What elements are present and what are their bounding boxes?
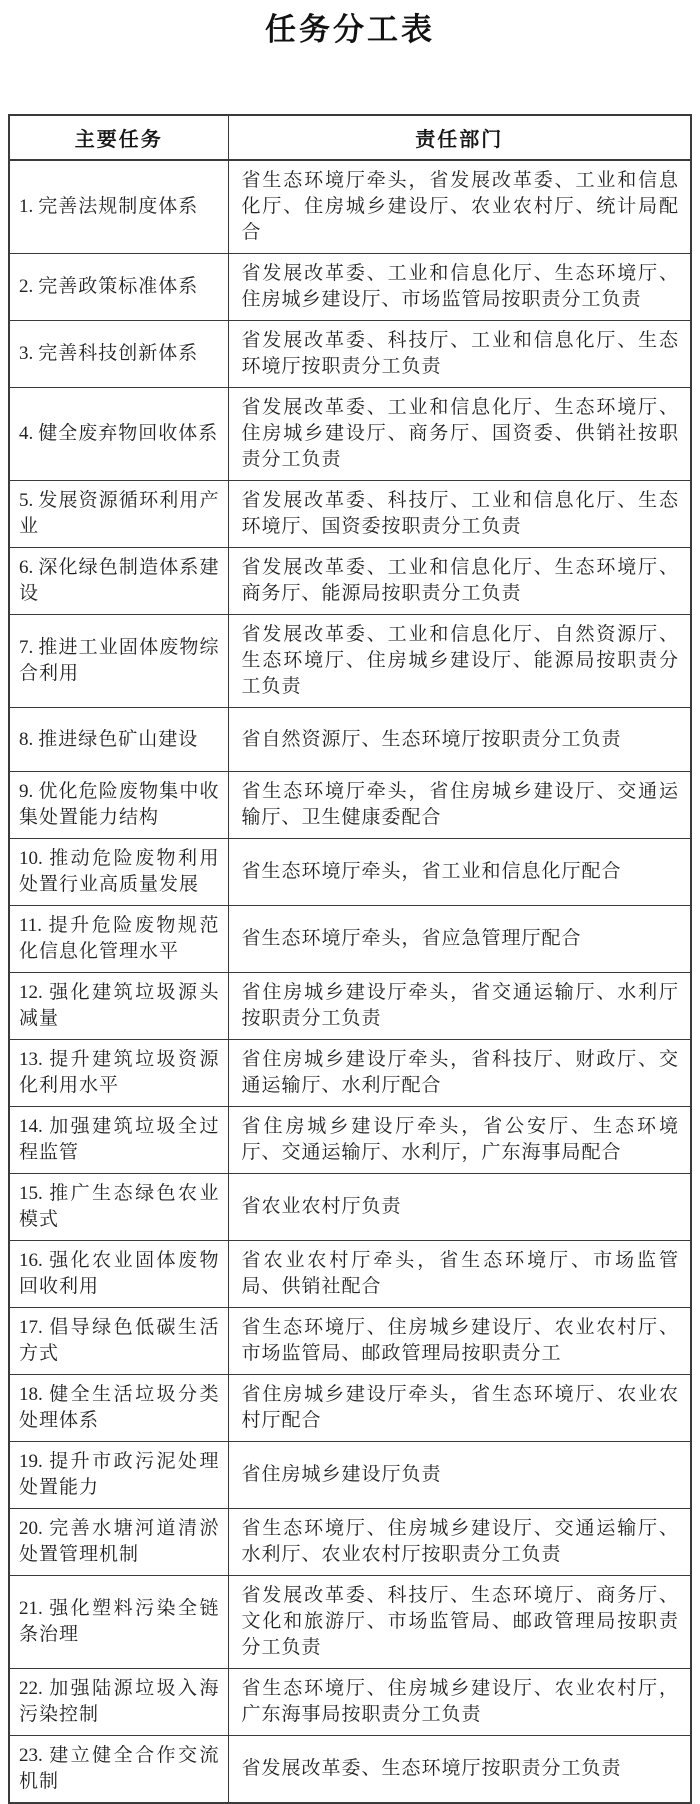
- task-number: 20.: [19, 1518, 43, 1539]
- task-label: 提升建筑垃圾资源化利用水平: [19, 1049, 220, 1096]
- dept-cell: [228, 481, 691, 548]
- dept-cell: [228, 973, 691, 1040]
- task-number: 5.: [19, 490, 34, 511]
- dept-cell: [228, 772, 691, 839]
- dept-cell: [228, 160, 691, 254]
- header-row: [9, 115, 691, 160]
- task-cell: [9, 388, 228, 481]
- dept-cell: [228, 1308, 691, 1375]
- dept-cell: [228, 321, 691, 388]
- table-row: [9, 254, 691, 321]
- task-cell: [9, 839, 228, 906]
- dept-text: 省农业农村厅牵头，省生态环境厅、市场监管局、供销社配合: [241, 1250, 679, 1297]
- task-label: 健全废弃物回收体系: [38, 423, 219, 444]
- dept-cell: [228, 254, 691, 321]
- dept-cell: [228, 1241, 691, 1308]
- dept-text: 省住房城乡建设厅牵头，省公安厅、生态环境厅、交通运输厅、水利厅，广东海事局配合: [241, 1116, 679, 1163]
- task-label: 完善政策标准体系: [38, 276, 199, 297]
- task-label: 倡导绿色低碳生活方式: [19, 1317, 220, 1364]
- table-row: [9, 1442, 691, 1509]
- task-number: 9.: [19, 781, 34, 802]
- task-label: 完善科技创新体系: [38, 343, 199, 364]
- dept-cell: [228, 1442, 691, 1509]
- task-number: 18.: [19, 1384, 43, 1405]
- table-row: [9, 1736, 691, 1804]
- task-label: 完善法规制度体系: [38, 196, 199, 217]
- dept-text: 省生态环境厅牵头，省应急管理厅配合: [241, 928, 582, 949]
- table-row: [9, 321, 691, 388]
- table-header: [9, 115, 691, 160]
- dept-cell: [228, 1509, 691, 1576]
- table-row: [9, 388, 691, 481]
- page-title: 任务分工表: [265, 12, 435, 47]
- dept-text: 省农业农村厅负责: [241, 1196, 402, 1217]
- task-cell: [9, 1040, 228, 1107]
- task-cell: [9, 321, 228, 388]
- dept-cell: [228, 388, 691, 481]
- dept-cell: [228, 1669, 691, 1736]
- task-number: 22.: [19, 1678, 43, 1699]
- task-label: 加强陆源垃圾入海污染控制: [19, 1678, 220, 1725]
- dept-text: 省发展改革委、科技厅、生态环境厅、商务厅、文化和旅游厅、市场监管局、邮政管理局按职责分工负责: [241, 1585, 679, 1658]
- task-number: 23.: [19, 1745, 43, 1766]
- dept-text: 省发展改革委、科技厅、工业和信息化厅、生态环境厅按职责分工负责: [241, 330, 679, 377]
- task-cell: [9, 906, 228, 973]
- table-row: [9, 1107, 691, 1174]
- task-cell: [9, 1576, 228, 1669]
- dept-cell: [228, 1375, 691, 1442]
- task-label: 强化农业固体废物回收利用: [19, 1250, 220, 1297]
- header-responsible-departments: 责任部门: [228, 115, 691, 160]
- dept-cell: [228, 906, 691, 973]
- table-row: [9, 1375, 691, 1442]
- dept-text: 省自然资源厅、生态环境厅按职责分工负责: [241, 728, 622, 750]
- task-label: 发展资源循环利用产业: [19, 490, 220, 537]
- dept-text: 省生态环境厅、住房城乡建设厅、农业农村厅、市场监管局、邮政管理局按职责分工: [241, 1317, 679, 1364]
- dept-cell: [228, 1040, 691, 1107]
- task-label: 深化绿色制造体系建设: [19, 557, 220, 604]
- task-number: 16.: [19, 1250, 43, 1271]
- table-row: [9, 1509, 691, 1576]
- dept-text: 省住房城乡建设厅负责: [241, 1464, 442, 1485]
- dept-text: 省住房城乡建设厅牵头，省生态环境厅、农业农村厅配合: [241, 1384, 679, 1431]
- task-cell: [9, 160, 228, 254]
- table-row: [9, 1669, 691, 1736]
- task-label: 优化危险废物集中收集处置能力结构: [19, 781, 220, 828]
- task-cell: [9, 1736, 228, 1804]
- task-cell: [9, 1509, 228, 1576]
- table-row: [9, 481, 691, 548]
- task-number: 3.: [19, 343, 34, 364]
- dept-cell: [228, 1174, 691, 1241]
- dept-text: 省住房城乡建设厅牵头，省科技厅、财政厅、交通运输厅、水利厅配合: [241, 1049, 679, 1096]
- table-row: [9, 1174, 691, 1241]
- table-row: [9, 1241, 691, 1308]
- task-cell: [9, 1308, 228, 1375]
- task-number: 10.: [19, 848, 43, 869]
- task-cell: [9, 615, 228, 708]
- table-row: [9, 1576, 691, 1669]
- task-number: 17.: [19, 1317, 43, 1338]
- dept-text: 省发展改革委、工业和信息化厅、自然资源厅、生态环境厅、住房城乡建设厅、能源局按职责分工负责: [241, 624, 679, 697]
- task-label: 强化塑料污染全链条治理: [19, 1598, 220, 1645]
- task-number: 11.: [19, 915, 43, 936]
- task-number: 6.: [19, 557, 34, 578]
- task-number: 21.: [19, 1598, 43, 1619]
- dept-text: 省生态环境厅、住房城乡建设厅、农业农村厅，广东海事局按职责分工负责: [241, 1678, 679, 1725]
- task-cell: [9, 254, 228, 321]
- task-number: 2.: [19, 276, 34, 297]
- task-label: 提升危险废物规范化信息化管理水平: [19, 915, 220, 962]
- table-row: [9, 548, 691, 615]
- table-row: [9, 906, 691, 973]
- task-number: 15.: [19, 1183, 43, 1204]
- task-cell: [9, 772, 228, 839]
- dept-cell: [228, 1107, 691, 1174]
- task-cell: [9, 481, 228, 548]
- task-number: 12.: [19, 982, 43, 1003]
- table-row: [9, 973, 691, 1040]
- task-number: 7.: [19, 637, 34, 658]
- dept-cell: [228, 708, 691, 772]
- table-row: [9, 772, 691, 839]
- table-row: [9, 708, 691, 772]
- task-label: 完善水塘河道清淤处置管理机制: [19, 1518, 220, 1565]
- table-row: [9, 1040, 691, 1107]
- table-row: [9, 839, 691, 906]
- dept-text: 省发展改革委、生态环境厅按职责分工负责: [241, 1758, 622, 1779]
- task-number: 4.: [19, 423, 34, 444]
- dept-text: 省生态环境厅牵头，省发展改革委、工业和信息化厅、住房城乡建设厅、农业农村厅、统计局配合: [241, 170, 679, 243]
- table-body: [9, 160, 691, 1803]
- dept-text: 省住房城乡建设厅牵头，省交通运输厅、水利厅按职责分工负责: [241, 982, 679, 1029]
- task-label: 加强建筑垃圾全过程监管: [19, 1116, 220, 1163]
- task-label: 强化建筑垃圾源头减量: [19, 982, 220, 1029]
- dept-text: 省生态环境厅牵头，省工业和信息化厅配合: [241, 861, 622, 882]
- task-cell: [9, 1174, 228, 1241]
- header-main-tasks: 主要任务: [9, 115, 228, 160]
- dept-text: 省发展改革委、工业和信息化厅、生态环境厅、住房城乡建设厅、商务厅、国资委、供销社按职责分工负责: [241, 397, 679, 470]
- dept-cell: [228, 548, 691, 615]
- task-number: 13.: [19, 1049, 43, 1070]
- dept-cell: [228, 615, 691, 708]
- task-division-table: [8, 114, 692, 1804]
- task-label: 健全生活垃圾分类处理体系: [19, 1384, 220, 1431]
- table-row: [9, 615, 691, 708]
- dept-cell: [228, 1576, 691, 1669]
- dept-cell: [228, 1736, 691, 1804]
- dept-text: 省发展改革委、工业和信息化厅、生态环境厅、商务厅、能源局按职责分工负责: [241, 557, 679, 604]
- task-cell: [9, 1107, 228, 1174]
- dept-text: 省发展改革委、工业和信息化厅、生态环境厅、住房城乡建设厅、市场监管局按职责分工负责: [241, 263, 679, 310]
- table-row: [9, 160, 691, 254]
- task-cell: [9, 973, 228, 1040]
- task-number: 19.: [19, 1451, 43, 1472]
- task-cell: [9, 1442, 228, 1509]
- task-number: 14.: [19, 1116, 43, 1137]
- task-cell: [9, 1241, 228, 1308]
- task-label: 推进工业固体废物综合利用: [19, 637, 220, 684]
- dept-text: 省生态环境厅牵头，省住房城乡建设厅、交通运输厅、卫生健康委配合: [241, 781, 679, 828]
- table-row: [9, 1308, 691, 1375]
- task-label: 推广生态绿色农业模式: [19, 1183, 220, 1230]
- task-cell: [9, 1669, 228, 1736]
- task-label: 提升市政污泥处理处置能力: [19, 1451, 220, 1498]
- dept-text: 省发展改革委、科技厅、工业和信息化厅、生态环境厅、国资委按职责分工负责: [241, 490, 679, 537]
- task-label: 推动危险废物利用处置行业高质量发展: [19, 848, 220, 895]
- task-label: 建立健全合作交流机制: [19, 1745, 220, 1792]
- task-cell: [9, 548, 228, 615]
- dept-text: 省生态环境厅、住房城乡建设厅、交通运输厅、水利厅、农业农村厅按职责分工负责: [241, 1518, 679, 1565]
- task-number: 8.: [19, 728, 34, 750]
- dept-cell: [228, 839, 691, 906]
- task-number: 1.: [19, 196, 34, 217]
- task-cell: [9, 1375, 228, 1442]
- task-cell: [9, 708, 228, 772]
- task-label: 推进绿色矿山建设: [38, 728, 199, 750]
